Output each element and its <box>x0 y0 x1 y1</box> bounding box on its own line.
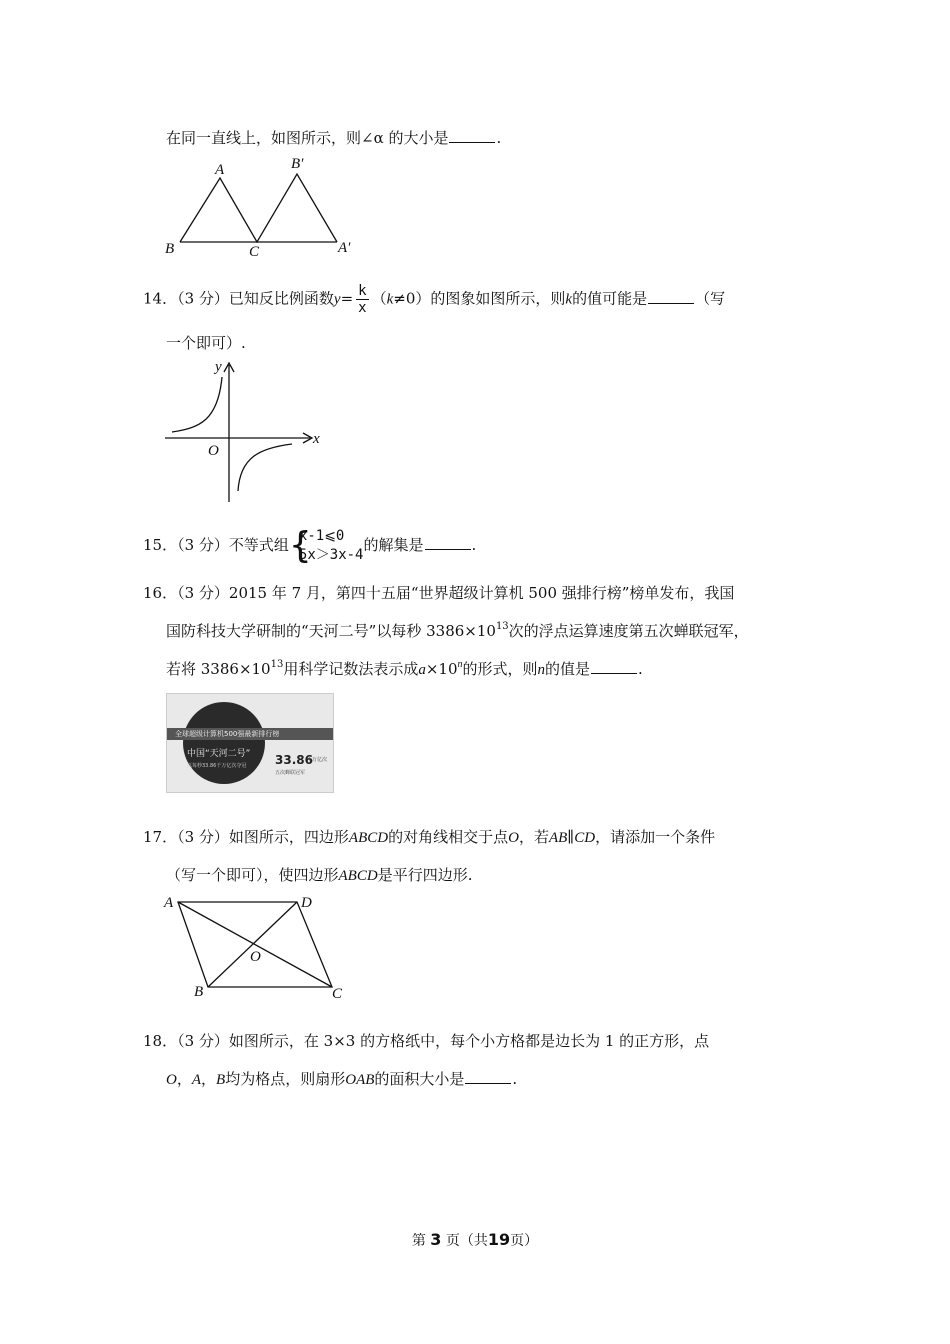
q16-line3: 若将 $3386\times 10^{13}$用科学记数法表示成$a\times 10^n$的形式，则n的值是 . <box>166 659 643 678</box>
q14-line1: 14．（3 分）已知反比例函数y= $\frac{k}{x}$ （k≠0）的图象如图所示，则k的值可能是 （写 <box>143 283 726 316</box>
label-B-prime: B′ <box>291 156 304 172</box>
answer-blank <box>425 536 471 550</box>
q16-line2: 国防科技大学研制的“天河二号”以每秒 $3386\times 10^{13}$次的浮点运算速度第五次蝉联冠军， <box>166 621 749 640</box>
page-total: 19 <box>487 1230 511 1249</box>
q18-line1: 18．（3 分）如图所示，在 3×3 的方格纸中，每个小方格都是边长为 1 的正方形，点 <box>143 1032 710 1050</box>
q17-parallelogram-figure <box>160 890 350 1005</box>
q14-hyperbola-figure <box>160 355 335 505</box>
label-D: D <box>301 895 312 911</box>
q13-text: 在同一直线上，如图所示，则∠α 的大小是 . <box>166 129 502 147</box>
label-O: O <box>250 949 261 965</box>
label-A: A <box>164 895 174 911</box>
q18-line2: O，A，B均为格点，则扇形OAB的面积大小是 . <box>166 1070 518 1088</box>
q14-line2: 一个即可）. <box>166 334 246 352</box>
tianhe-photo: 全球超级计算机500强最新排行榜 中国“天河二号” 以每秒33.86千万亿次夺冠 33.86 千万亿次 五次蝉联冠军 <box>166 693 334 793</box>
answer-blank <box>465 1070 511 1084</box>
label-C: C <box>332 986 343 1002</box>
q17-line1: 17．（3 分）如图所示，四边形ABCD的对角线相交于点O，若AB∥CD，请添加一个条件 <box>143 828 716 846</box>
q16-line1: 16．（3 分）2015 年 7 月，第四十五届“世界超级计算机 500 强排行榜”榜单发布，我国 <box>143 584 735 602</box>
label-B: B <box>165 241 175 257</box>
label-A-prime: A′ <box>338 240 351 256</box>
origin-label: O <box>208 443 219 459</box>
axis-x-label: x <box>313 431 320 447</box>
q15-line: 15．（3 分）不等式组 { x-1⩽0 5x＞3x-4 的解集是 . <box>143 525 477 566</box>
label-B: B <box>194 984 204 1000</box>
page-number: 3 <box>430 1230 442 1249</box>
fraction-k-over-x: $\frac{k}{x}$ <box>358 283 367 316</box>
q13-triangle-figure <box>160 150 360 260</box>
answer-blank <box>591 660 637 674</box>
q17-line2: （写一个即可），使四边形ABCD是平行四边形. <box>166 866 473 884</box>
label-A: A <box>215 162 225 178</box>
page-footer: 第 3 页（共19页） <box>411 1230 539 1249</box>
answer-blank <box>648 290 694 304</box>
inequality-system: { x-1⩽0 5x＞3x-4 <box>288 525 364 566</box>
axis-y-label: y <box>215 359 222 375</box>
answer-blank <box>449 129 495 143</box>
label-C: C <box>249 244 260 260</box>
